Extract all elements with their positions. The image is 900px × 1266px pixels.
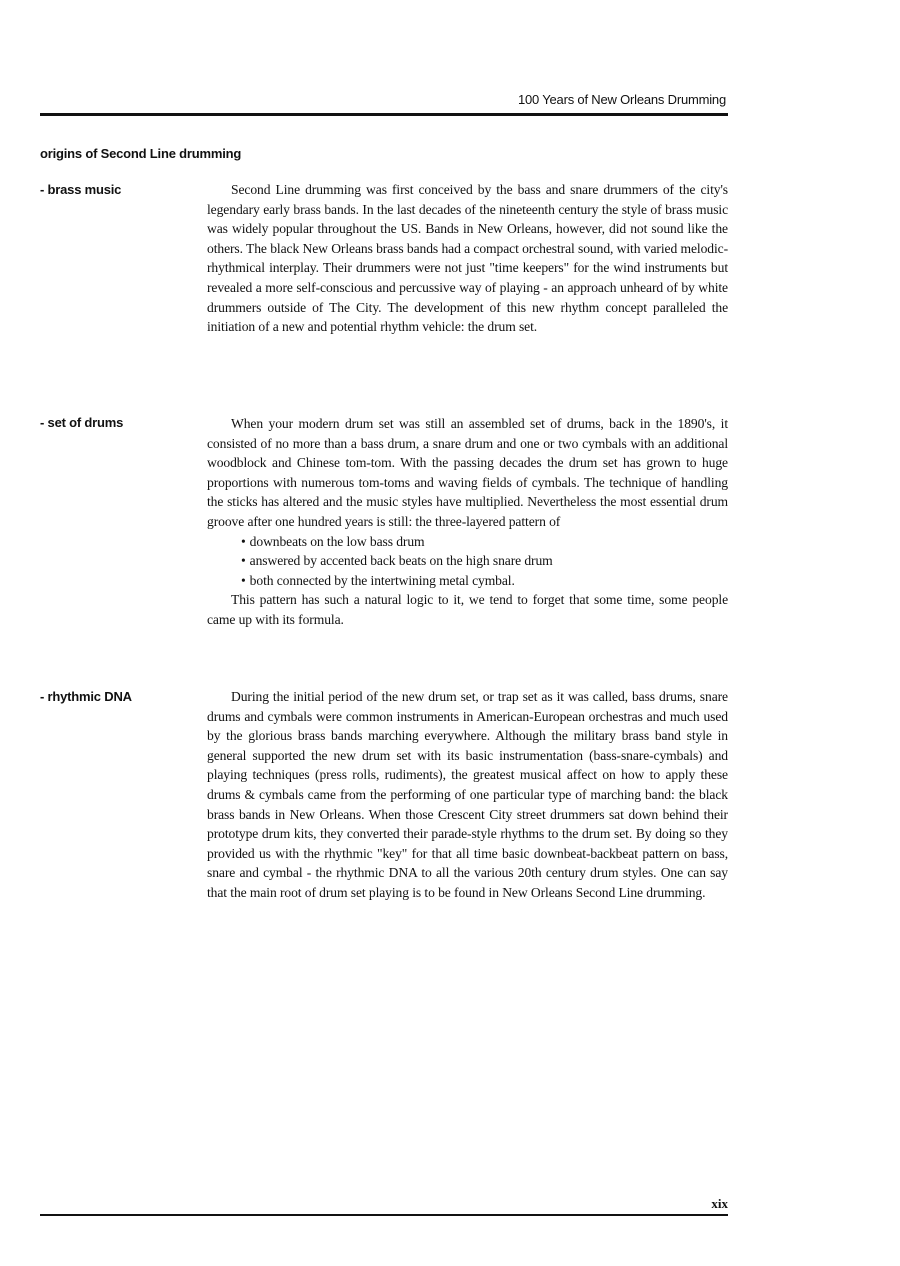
list-item <box>241 571 728 591</box>
list-item <box>241 551 728 571</box>
list-item-text: downbeats on the low bass drum <box>249 533 425 549</box>
brass-music-section <box>207 180 728 337</box>
rhythmic-dna-paragraph: During the initial period of the new drum set, or trap set as it was called, bass drums, snare drums and cymbals were common instruments in American-European orchestras and much used by the glorious brass bands marching everywhere. Although the military brass band style in general supported the new drum set with its basic instrumentation (bass-snare-cymbals) and playing techniques (press rolls, rudiments), the greatest musical affect on how to apply these drums & cymbals came from the performing of one particular type of marching band: the black brass bands in New Orleans. When those Crescent City street drummers sat down behind their prototype drum kits, they converted their parade-style rhythms to the drum set. By doing so they provided us with the rhythmic "key" for that all time basic downbeat-backbeat pattern on bass, snare and cymbal - the rhythmic DNA to all the various 20th century drum styles. One can say that the main root of drum set playing is to be found in New Orleans Second Line drumming. <box>207 689 728 900</box>
drum-pattern-list <box>207 532 728 591</box>
set-of-drums-paragraph: When your modern drum set was still an assembled set of drums, back in the 1890's, it consisted of no more than a bass drum, a snare drum and one or two cymbals with an additional woodblock and Chinese tom-tom. With the passing decades the drum set has grown to huge proportions with numerous tom-toms and waving fields of cymbals. The technique of handling the sticks has altered and the music styles have multiplied. Nevertheless the most essential drum groove after one hundred years is still: the three-layered pattern of <box>207 416 728 529</box>
side-label-brass-music: - brass music <box>40 182 122 197</box>
page-number: xix <box>711 1196 728 1211</box>
side-label-rhythmic-dna: - rhythmic DNA <box>40 689 132 704</box>
list-item <box>241 532 728 552</box>
list-item-text: both connected by the intertwining metal cymbal. <box>249 572 515 588</box>
set-of-drums-closing: This pattern has such a natural logic to it, we tend to forget that some time, some people came up with its formula. <box>207 592 728 627</box>
footer-rule <box>40 1214 728 1216</box>
set-of-drums-section <box>207 414 728 630</box>
bullet-icon: • <box>241 553 246 569</box>
section-title: origins of Second Line drumming <box>40 146 242 161</box>
header-rule <box>40 113 728 116</box>
bullet-icon: • <box>241 533 246 549</box>
brass-music-paragraph: Second Line drumming was first conceived by the bass and snare drummers of the city's legendary early brass bands. In the last decades of the nineteenth century the style of brass music was widely popular throughout the US. Bands in New Orleans, however, did not sound like the others. The black New Orleans brass bands had a compact orchestral sound, with varied melodic-rhythmical interplay. Their drummers were not just "time keepers" for the wind instruments but revealed a more self-conscious and percussive way of playing - an approach unheard of by white drummers outside of The City. The development of this new rhythm concept paralleled the initiation of a new and potential rhythm vehicle: the drum set. <box>207 182 728 335</box>
side-label-set-of-drums: - set of drums <box>40 415 124 430</box>
bullet-icon: • <box>241 572 246 588</box>
rhythmic-dna-section <box>207 687 728 903</box>
running-header: 100 Years of New Orleans Drumming <box>517 92 726 107</box>
list-item-text: answered by accented back beats on the high snare drum <box>249 553 553 569</box>
